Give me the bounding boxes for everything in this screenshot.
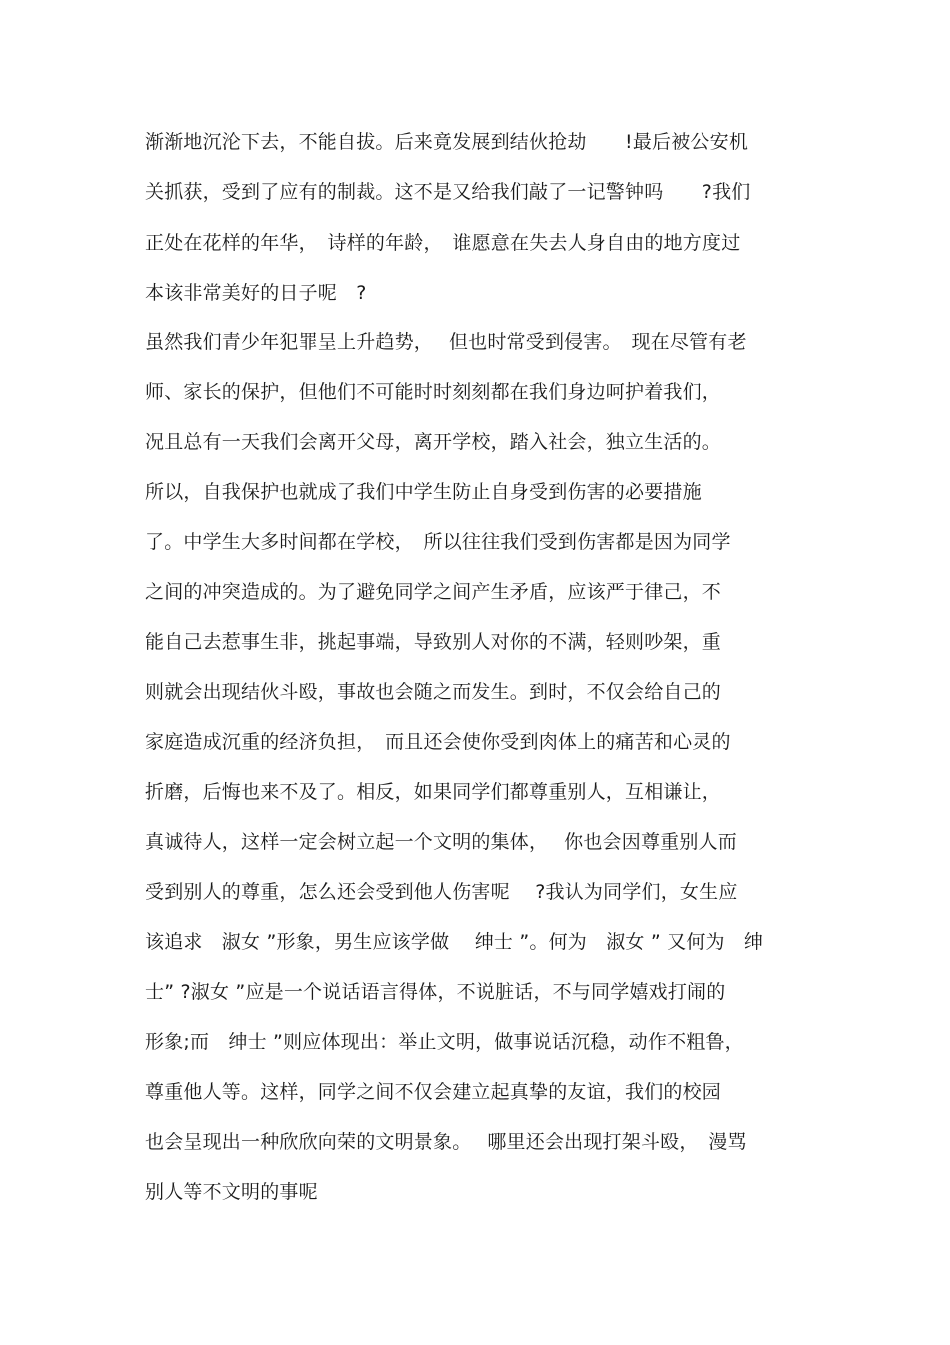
text-line: 受到别人的尊重，怎么还会受到他人伤害呢 ?我认为同学们，女生应 <box>145 881 738 903</box>
text-line: 正处在花样的年华， 诗样的年龄， 谁愿意在失去人身自由的地方度过 <box>145 232 741 254</box>
text-line: 真诚待人，这样一定会树立起一个文明的集体， 你也会因尊重别人而 <box>145 831 737 853</box>
text-line: 也会呈现出一种欣欣向荣的文明景象。 哪里还会出现打架斗殴， 漫骂 <box>145 1131 747 1153</box>
text-line: 之间的冲突造成的。为了避免同学之间产生矛盾，应该严于律己，不 <box>145 581 722 603</box>
text-line: 能自己去惹事生非，挑起事端，导致别人对你的不满，轻则吵架，重 <box>145 631 722 653</box>
text-line: 所以，自我保护也就成了我们中学生防止自身受到伤害的必要措施 <box>145 481 702 503</box>
text-line: 渐渐地沉沦下去，不能自拔。后来竟发展到结伙抢劫 !最后被公安机 <box>145 131 749 153</box>
text-line: 家庭造成沉重的经济负担， 而且还会使你受到肉体上的痛苦和心灵的 <box>145 731 731 753</box>
text-line: 尊重他人等。这样，同学之间不仅会建立起真挚的友谊，我们的校园 <box>145 1081 722 1103</box>
text-line: 关抓获，受到了应有的制裁。这不是又给我们敲了一记警钟吗 ?我们 <box>145 181 751 203</box>
text-line: 形象;而 绅士 ”则应体现出：举止文明，做事说话沉稳，动作不粗鲁， <box>145 1031 744 1053</box>
text-line: 折磨，后悔也来不及了。相反，如果同学们都尊重别人，互相谦让， <box>145 781 722 803</box>
text-line: 师、家长的保护，但他们不可能时时刻刻都在我们身边呵护着我们， <box>145 381 722 403</box>
text-line: 本该非常美好的日子呢 ? <box>145 282 367 304</box>
text-line: 别人等不文明的事呢 <box>145 1181 318 1203</box>
text-line: 则就会出现结伙斗殴，事故也会随之而发生。到时，不仅会给自己的 <box>145 681 722 703</box>
text-line: 士” ?淑女 ”应是一个说话语言得体，不说脏话，不与同学嬉戏打闹的 <box>145 981 726 1003</box>
text-line: 虽然我们青少年犯罪呈上升趋势， 但也时常受到侵害。 现在尽管有老 <box>145 331 747 353</box>
text-line: 况且总有一天我们会离开父母，离开学校，踏入社会，独立生活的。 <box>145 431 722 453</box>
text-line: 该追求 淑女 ”形象，男生应该学做 绅士 ”。何为 淑女 ” 又何为 绅 <box>145 931 764 953</box>
text-line: 了。中学生大多时间都在学校， 所以往往我们受到伤害都是因为同学 <box>145 531 731 553</box>
